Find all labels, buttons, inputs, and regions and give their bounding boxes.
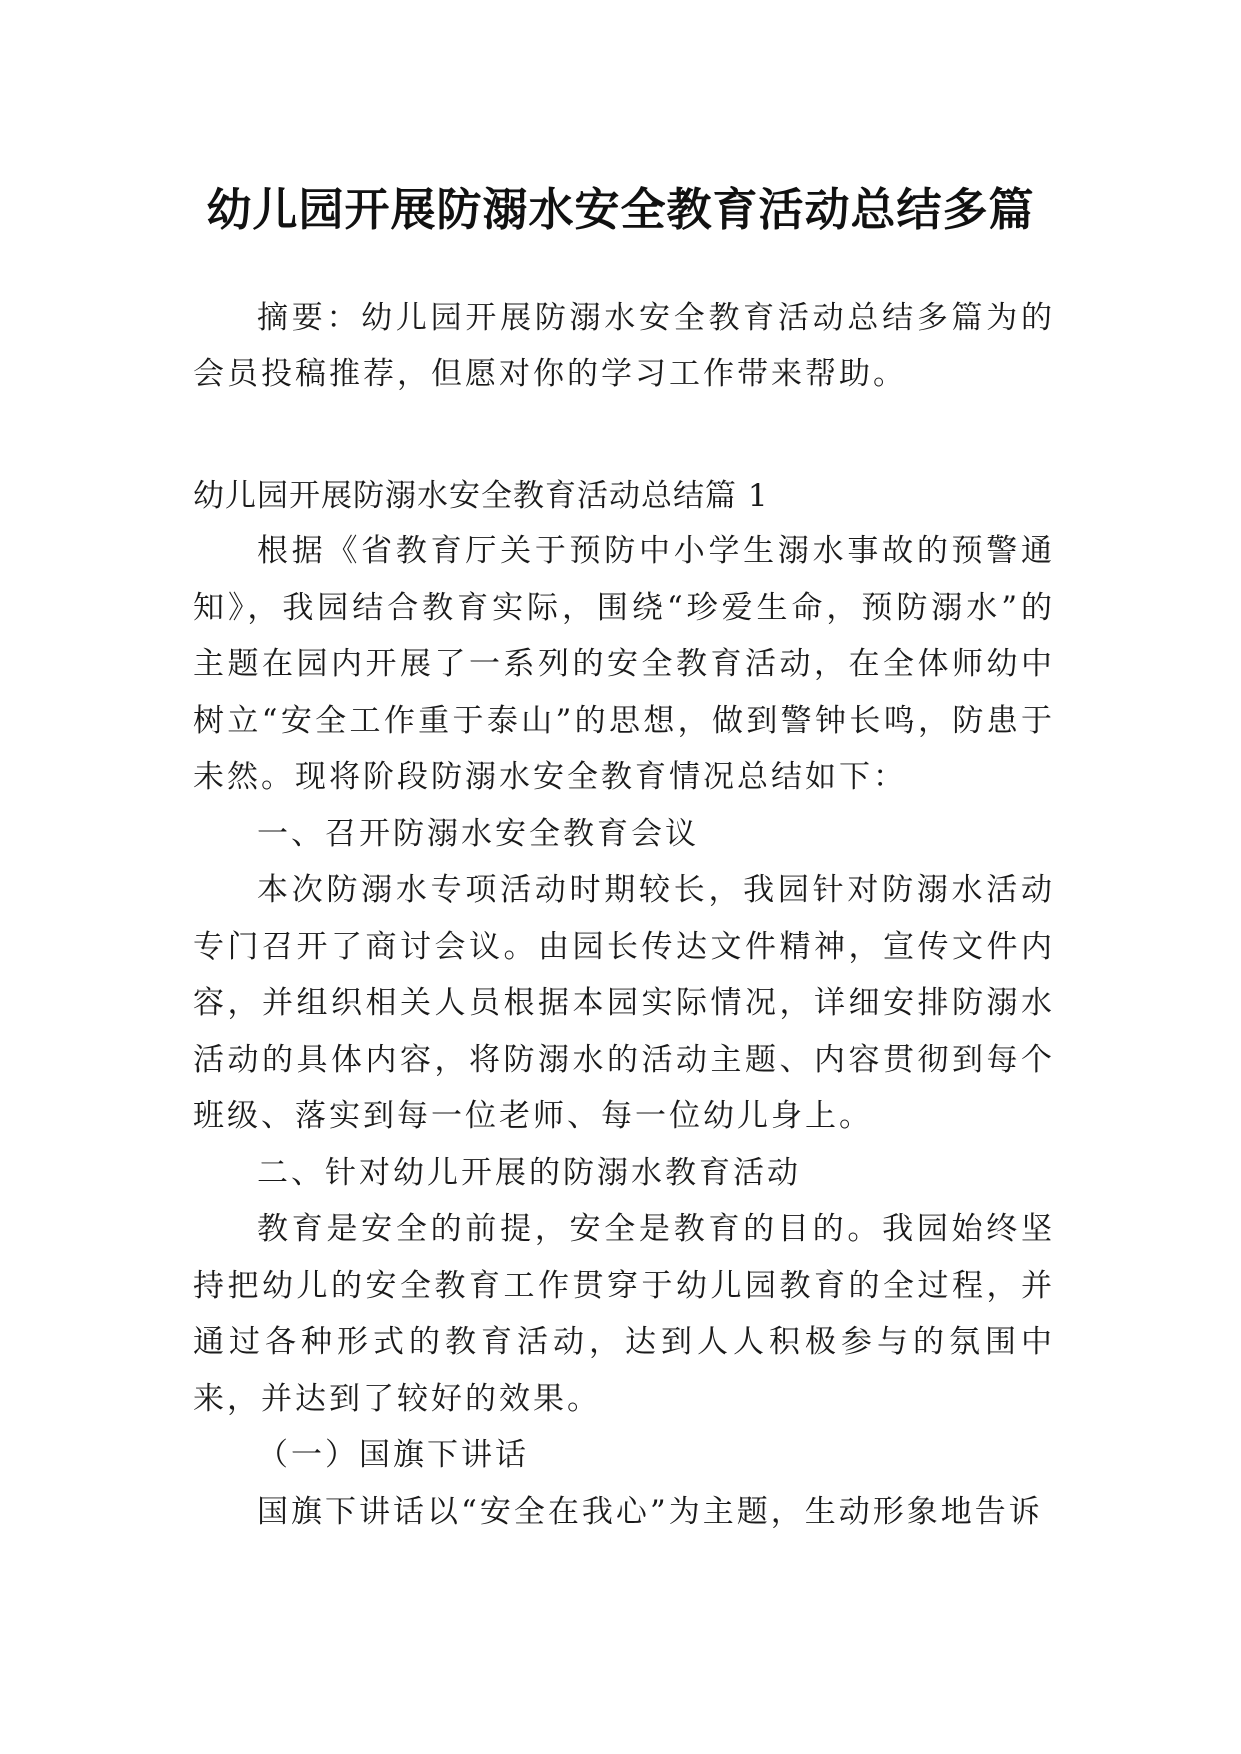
body-paragraph: 教育是安全的前提，安全是教育的目的。我园始终坚持把幼儿的安全教育工作贯穿于幼儿园教育的全过程，并通过各种形式的教育活动，达到人人积极参与的氛围中来，并达到了较好的效果。 [193, 1211, 1055, 1417]
abstract-paragraph: 摘要：幼儿园开展防溺水安全教育活动总结多篇为的会员投稿推荐，但愿对你的学习工作带来帮助。 [193, 300, 1055, 392]
body-paragraph: 本次防溺水专项活动时期较长，我园针对防溺水活动专门召开了商讨会议。由园长传达文件精神，宣传文件内容，并组织相关人员根据本园实际情况，详细安排防溺水活动的具体内容，将防溺水的活动主题、内容贯彻到每个班级、落实到每一位老师、每一位幼儿身上。 [193, 872, 1055, 1134]
body-paragraph: 根据《省教育厅关于预防中小学生溺水事故的预警通知》，我园结合教育实际，围绕“珍爱生命，预防溺水”的主题在园内开展了一系列的安全教育活动，在全体师幼中树立“安全工作重于泰山”的思想，做到警钟长鸣，防患于未然。现将阶段防溺水安全教育情况总结如下： [193, 533, 1055, 795]
document-title: 幼儿园开展防溺水安全教育活动总结多篇 [206, 183, 1035, 237]
body-paragraph: 国旗下讲话以“安全在我心”为主题，生动形象地告诉 [257, 1493, 1043, 1530]
subsection-heading: （一）国旗下讲话 [257, 1437, 529, 1473]
content-block [193, 523, 1055, 1540]
subsection-heading: 二、针对幼儿开展的防溺水教育活动 [257, 1154, 801, 1191]
section-heading: 幼儿园开展防溺水安全教育活动总结篇 1 [193, 478, 769, 514]
subsection-heading: 一、召开防溺水安全教育会议 [257, 815, 699, 852]
